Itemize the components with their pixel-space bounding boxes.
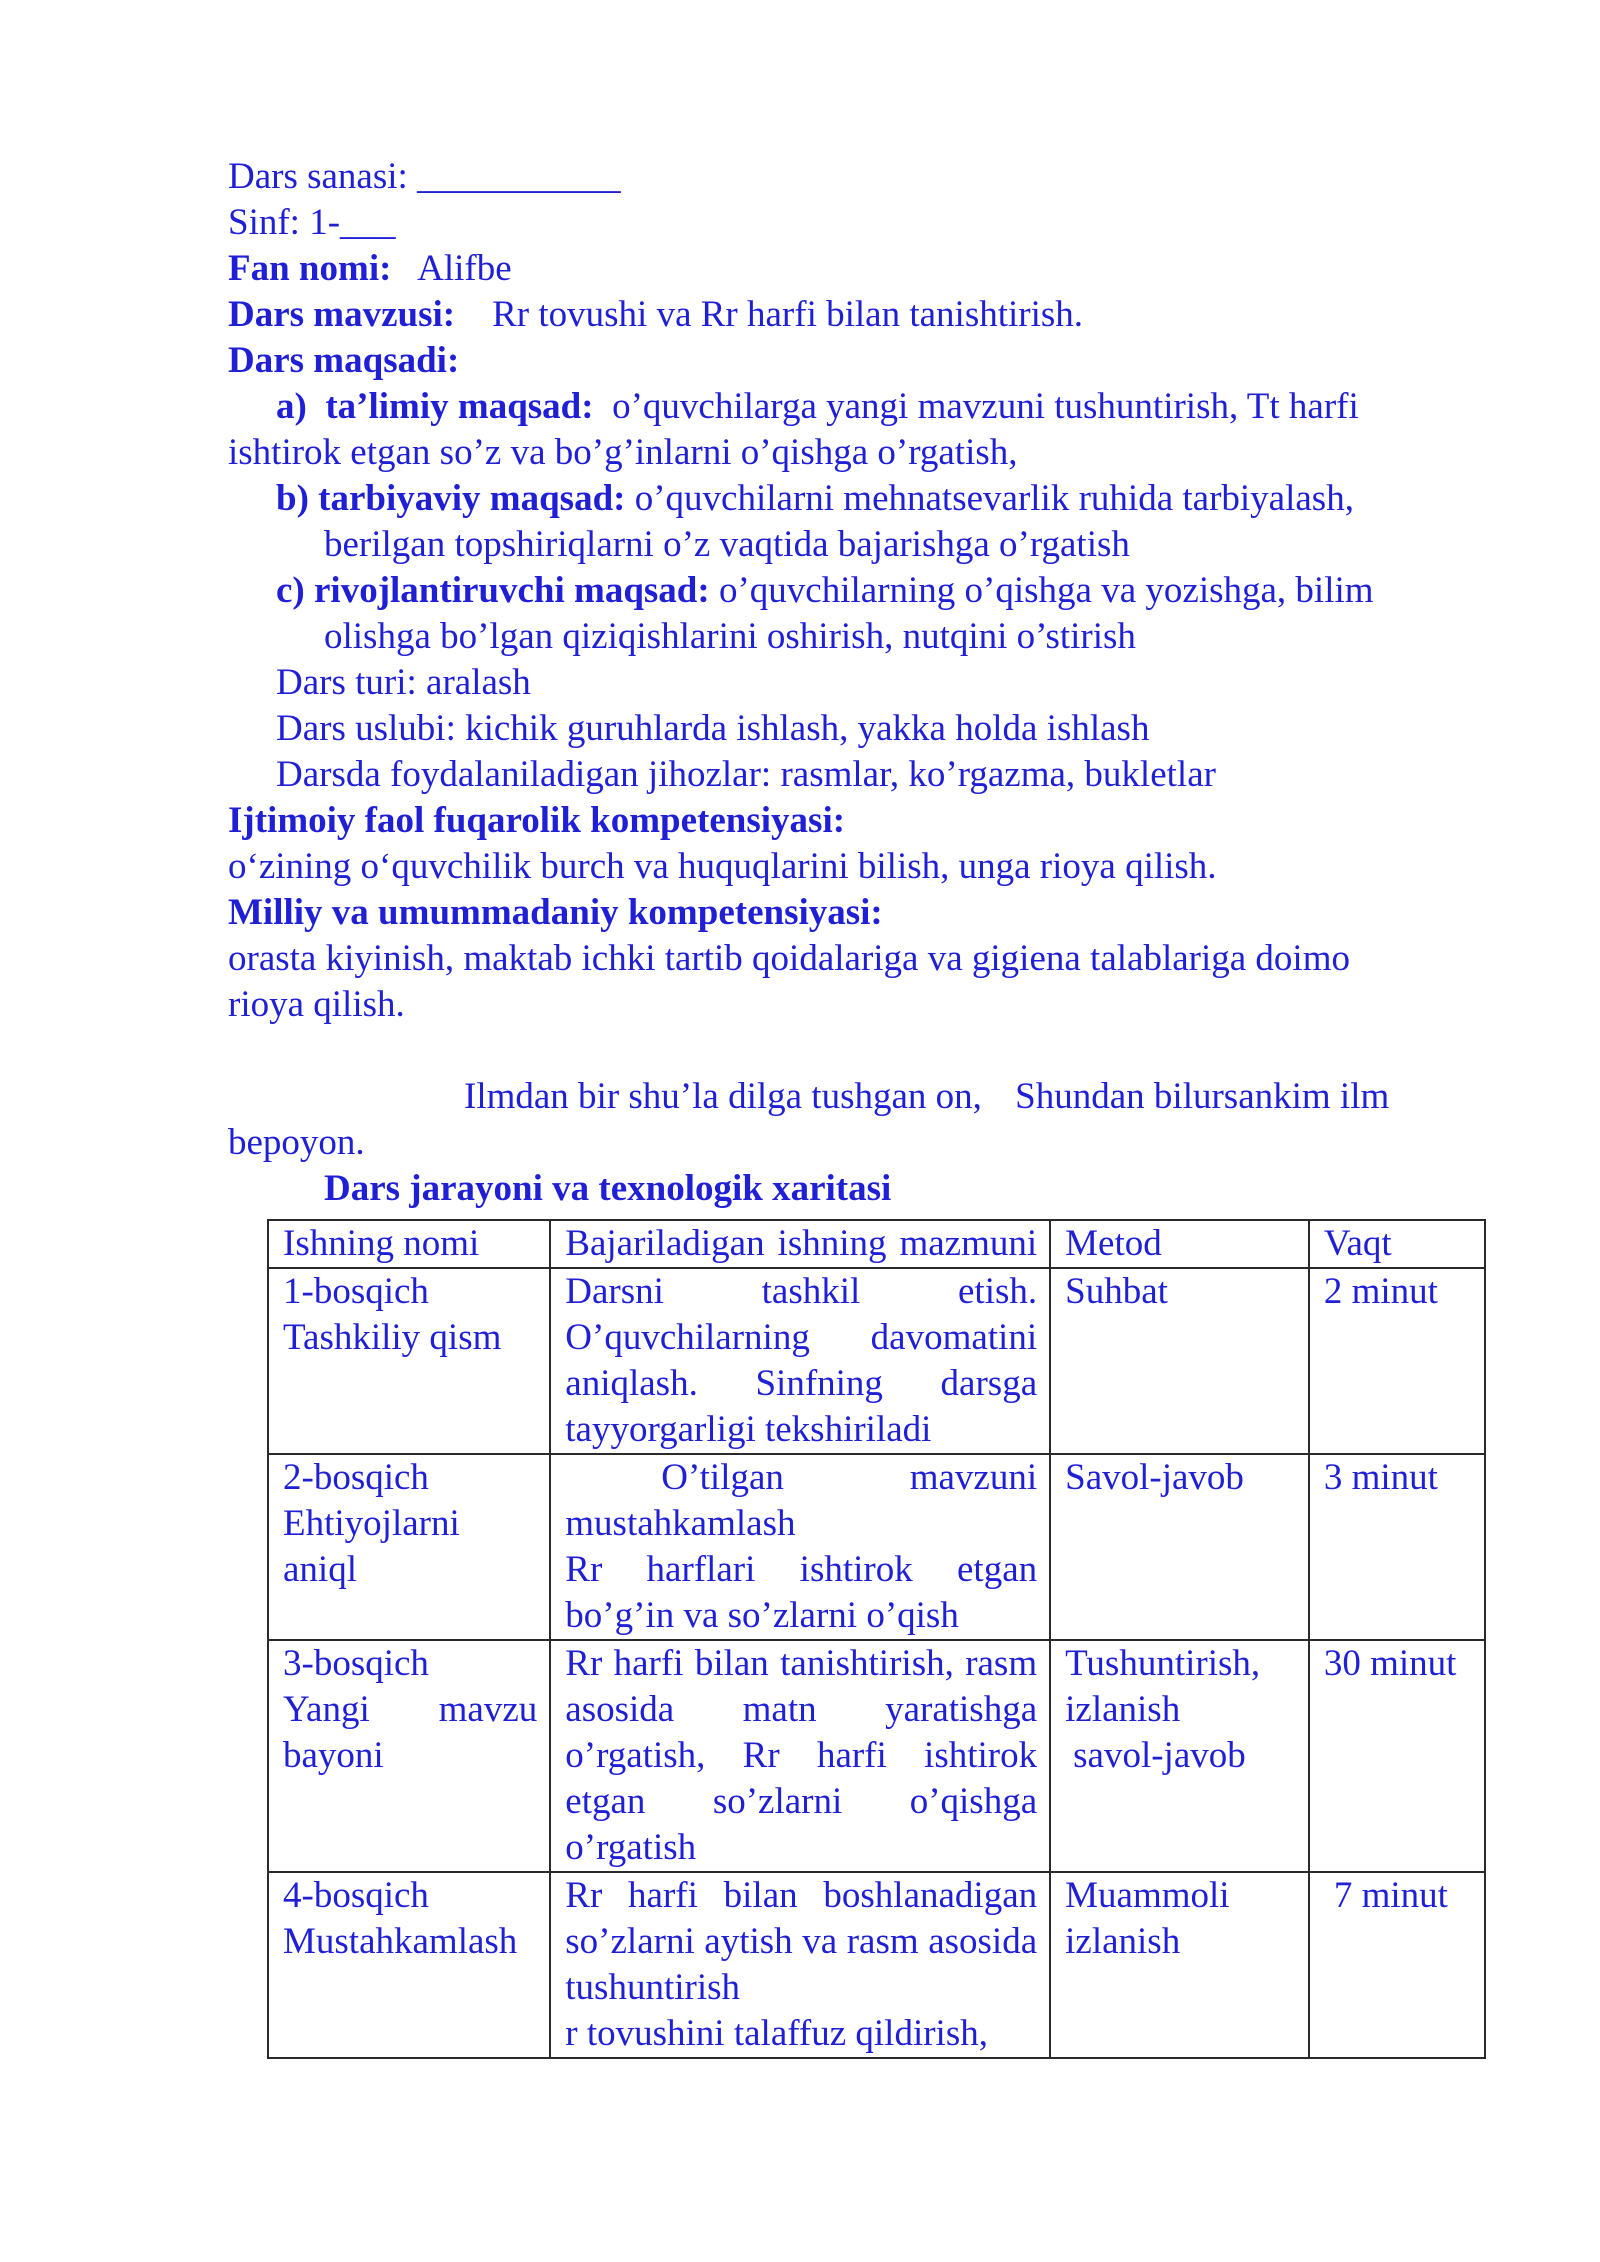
lesson-method: Dars uslubi: kichik guruhlarda ishlash, yakka holda ishlash (276, 708, 1150, 749)
content-part-1: Rr harfi bilan boshlanadigan so’zlarni aytish va rasm asosida tushuntirish (565, 1875, 1038, 2008)
content-cell (550, 1454, 1050, 1640)
goal-a (228, 384, 1488, 430)
time-cell: 3 minut (1309, 1454, 1485, 1640)
goal-a-text-cont: ishtirok etgan so’z va bo’g’inlarni o’qishga o’rgatish, (228, 432, 1018, 473)
stage-number: 3-bosqich (283, 1643, 429, 1684)
date-blank: ___________ (417, 156, 621, 197)
goal-b-marker: b) (276, 478, 309, 519)
content-cell: Darsni tashkil etish. O’quvchilarning davomatini aniqlash. Sinfning darsga tayyorgarligi tekshiriladi (550, 1268, 1050, 1454)
time-cell: 2 minut (1309, 1268, 1485, 1454)
goal-a-label: ta’limiy maqsad: (325, 386, 594, 427)
stage-number: 4-bosqich (283, 1875, 429, 1916)
goal-b-text: o’quvchilarni mehnatsevarlik ruhida tarbiyalash, (634, 478, 1354, 519)
topic-value: Rr tovushi va Rr harfi bilan tanishtirish. (492, 294, 1084, 335)
table-header-row (268, 1220, 1485, 1268)
header-cell-stage: Ishning nomi (268, 1220, 550, 1268)
stage-name: Mustahkamlash (283, 1921, 518, 1962)
stage-name: Ehtiyojlarni aniql (283, 1503, 460, 1590)
goal-c-text: o’quvchilarning o’qishga va yozishga, bilim (718, 570, 1374, 611)
class-line: Sinf: 1-___ (228, 202, 396, 243)
topic-label: Dars mavzusi: (228, 294, 456, 335)
goal-b-label: tarbiyaviy maqsad: (318, 478, 626, 519)
stage-cell (268, 1268, 550, 1454)
time-cell: 7 minut (1309, 1872, 1485, 2058)
stage-number: 2-bosqich (283, 1457, 429, 1498)
goal-a-text: o’quvchilarga yangi mavzuni tushuntirish, Tt harfi (612, 386, 1359, 427)
method-cell: Savol-javob (1050, 1454, 1309, 1640)
stage-name: Tashkiliy qism (283, 1317, 502, 1358)
civic-competency-text: o‘zining o‘quvchilik burch va huquqlarini bilish, unga rioya qilish. (228, 846, 1217, 887)
quote-line (228, 1074, 1488, 1120)
goal-heading: Dars maqsadi: (228, 340, 460, 381)
subject-label: Fan nomi: (228, 248, 392, 289)
topic-line (228, 292, 1488, 338)
stage-cell (268, 1454, 550, 1640)
stage-number: 1-bosqich (283, 1271, 429, 1312)
goal-b (228, 476, 1488, 522)
content-cell: Rr harfi bilan tanishtirish, rasm asosida matn yaratishga o’rgatish, Rr harfi ishtirok etgan so’zlarni o’qishga o’rgatish (550, 1640, 1050, 1872)
lesson-equipment: Darsda foydalaniladigan jihozlar: rasmlar, ko’rgazma, bukletlar (276, 754, 1216, 795)
header-cell-time: Vaqt (1309, 1220, 1485, 1268)
cultural-competency-title: Milliy va umummadaniy kompetensiyasi: (228, 892, 883, 933)
header-cell-method: Metod (1050, 1220, 1309, 1268)
content-part-1: O’tilgan mavzuni mustahkamlash (565, 1457, 1038, 1544)
stage-cell (268, 1640, 550, 1872)
method-part-1: Tushuntirish, (1065, 1643, 1261, 1684)
stage-name: Yangi mavzu bayoni (283, 1689, 538, 1776)
goal-c-text-cont: olishga bo’lgan qiziqishlarini oshirish, nutqini o’stirish (324, 616, 1136, 657)
goal-a-marker: a) (276, 386, 307, 427)
table-title: Dars jarayoni va texnologik xaritasi (324, 1168, 892, 1209)
quote-part-1: Ilmdan bir shu’la dilga tushgan on, (464, 1076, 982, 1117)
table-row (268, 1268, 1485, 1454)
method-cell: Suhbat (1050, 1268, 1309, 1454)
goal-c-marker: c) (276, 570, 305, 611)
stage-cell (268, 1872, 550, 2058)
table-row (268, 1640, 1485, 1872)
method-cell (1050, 1640, 1309, 1872)
header-cell-content: Bajariladigan ishning mazmuni (550, 1220, 1050, 1268)
quote-part-3: bepoyon. (228, 1122, 365, 1163)
time-cell: 30 minut (1309, 1640, 1485, 1872)
cultural-competency-text: orasta kiyinish, maktab ichki tartib qoidalariga va gigiena talablariga doimo (228, 938, 1350, 979)
goal-c-label: rivojlantiruvchi maqsad: (314, 570, 710, 611)
lesson-plan-header (228, 154, 1488, 1212)
content-part-2: Rr harflari ishtirok etgan bo’g’in va so’zlarni o’qish (565, 1549, 1038, 1636)
table-row (268, 1872, 1485, 2058)
method-part-2: izlanish (1065, 1689, 1181, 1730)
subject-line (228, 246, 1488, 292)
date-line (228, 154, 1488, 200)
method-part-3: savol-javob (1073, 1735, 1246, 1776)
lesson-type: Dars turi: aralash (276, 662, 531, 703)
spacer (228, 1028, 1488, 1074)
subject-value: Alifbe (417, 248, 512, 289)
table-row (268, 1454, 1485, 1640)
goal-c (228, 568, 1488, 614)
cultural-competency-text-cont: rioya qilish. (228, 984, 405, 1025)
content-cell (550, 1872, 1050, 2058)
date-label: Dars sanasi: (228, 156, 408, 197)
lesson-process-table (267, 1219, 1486, 2059)
method-cell: Muammoli izlanish (1050, 1872, 1309, 2058)
quote-part-2: Shundan bilursankim ilm (1015, 1076, 1390, 1117)
content-part-2: r tovushini talaffuz qildirish, (565, 2013, 988, 2054)
goal-b-text-cont: berilgan topshiriqlarni o’z vaqtida bajarishga o’rgatish (324, 524, 1130, 565)
civic-competency-title: Ijtimoiy faol fuqarolik kompetensiyasi: (228, 800, 846, 841)
